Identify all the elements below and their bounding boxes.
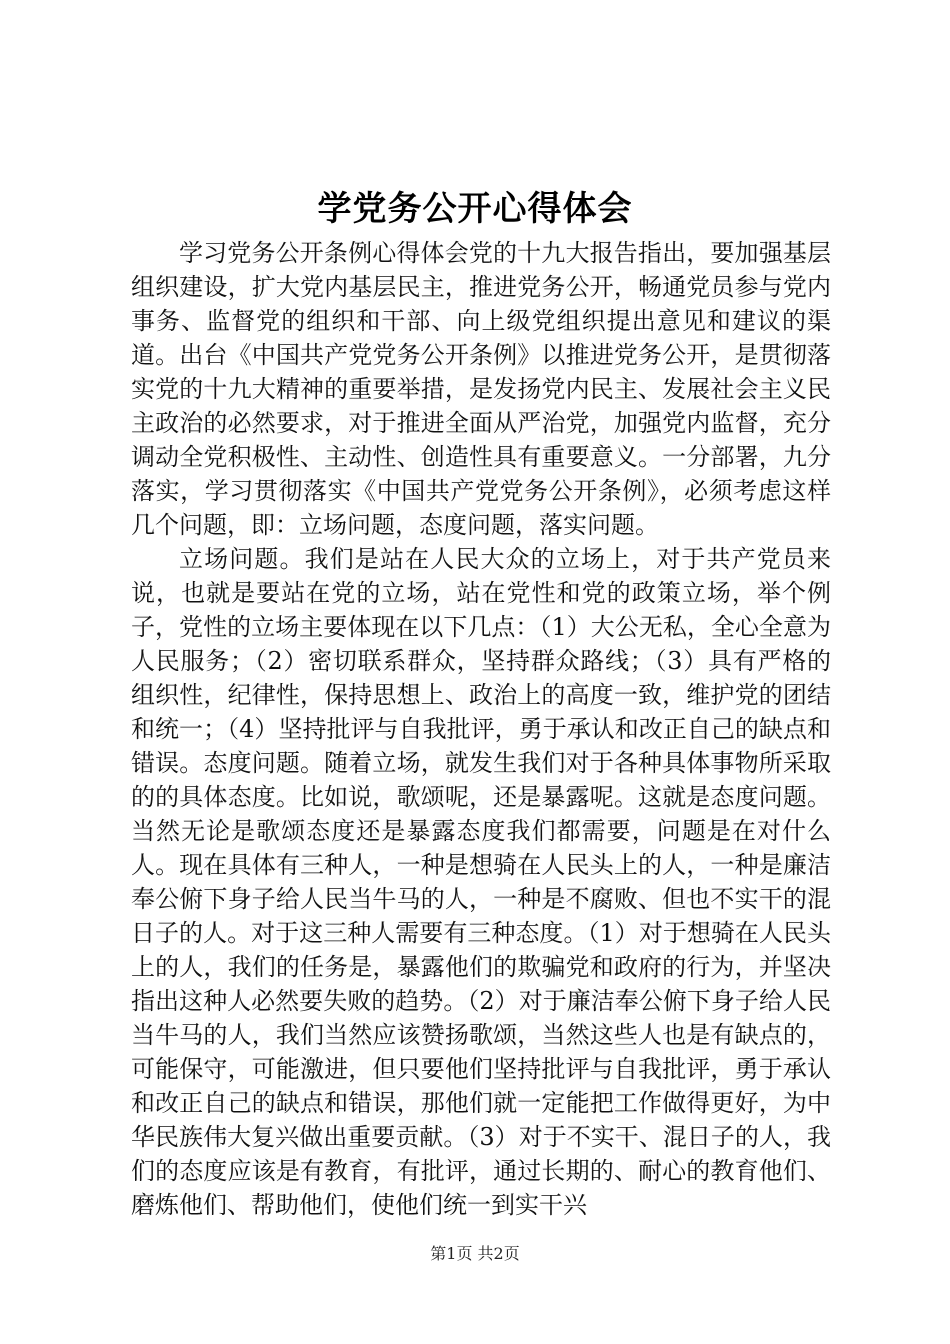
page-number: 第1页 共2页	[430, 1244, 520, 1263]
document-body	[131, 236, 831, 1222]
paragraph-stance: 立场问题。我们是站在人民大众的立场上，对于共产党员来说，也就是要站在党的立场，站在党性和党的政策立场，举个例子，党性的立场主要体现在以下几点：（1）大公无私，全心全意为人民服务；（2）密切联系群众，坚持群众路线；（3）具有严格的组织性，纪律性，保持思想上、政治上的高度一致，维护党的团结和统一；（4）坚持批评与自我批评，勇于承认和改正自己的缺点和错误。态度问题。随着立场，就发生我们对于各种具体事物所采取的的具体态度。比如说，歌颂呢，还是暴露呢。这就是态度问题。当然无论是歌颂态度还是暴露态度我们都需要，问题是在对什么人。现在具体有三种人，一种是想骑在人民头上的人，一种是廉洁奉公俯下身子给人民当牛马的人，一种是不腐败、但也不实干的混日子的人。对于这三种人需要有三种态度。（1）对于想骑在人民头上的人，我们的任务是，暴露他们的欺骗党和政府的行为，并坚决指出这种人必然要失败的趋势。（2）对于廉洁奉公俯下身子给人民当牛马的人，我们当然应该赞扬歌颂，当然这些人也是有缺点的，可能保守，可能激进，但只要他们坚持批评与自我批评，勇于承认和改正自己的缺点和错误，那他们就一定能把工作做得更好，为中华民族伟大复兴做出重要贡献。（3）对于不实干、混日子的人，我们的态度应该是有教育，有批评，通过长期的、耐心的教育他们、磨炼他们、帮助他们，使他们统一到实干兴	[131, 545, 831, 1219]
document-title: 学党务公开心得体会	[317, 189, 633, 229]
paragraph-intro: 学习党务公开条例心得体会党的十九大报告指出，要加强基层组织建设，扩大党内基层民主，推进党务公开，畅通党员参与党内事务、监督党的组织和干部、向上级党组织提出意见和建议的渠道。出台《中国共产党党务公开条例》以推进党务公开，是贯彻落实党的十九大精神的重要举措，是发扬党内民主、发展社会主义民主政治的必然要求，对于推进全面从严治党，加强党内监督，充分调动全党积极性、主动性、创造性具有重要意义。一分部署，九分落实，学习贯彻落实《中国共产党党务公开条例》，必须考虑这样几个问题，即：立场问题，态度问题，落实问题。	[131, 239, 831, 539]
